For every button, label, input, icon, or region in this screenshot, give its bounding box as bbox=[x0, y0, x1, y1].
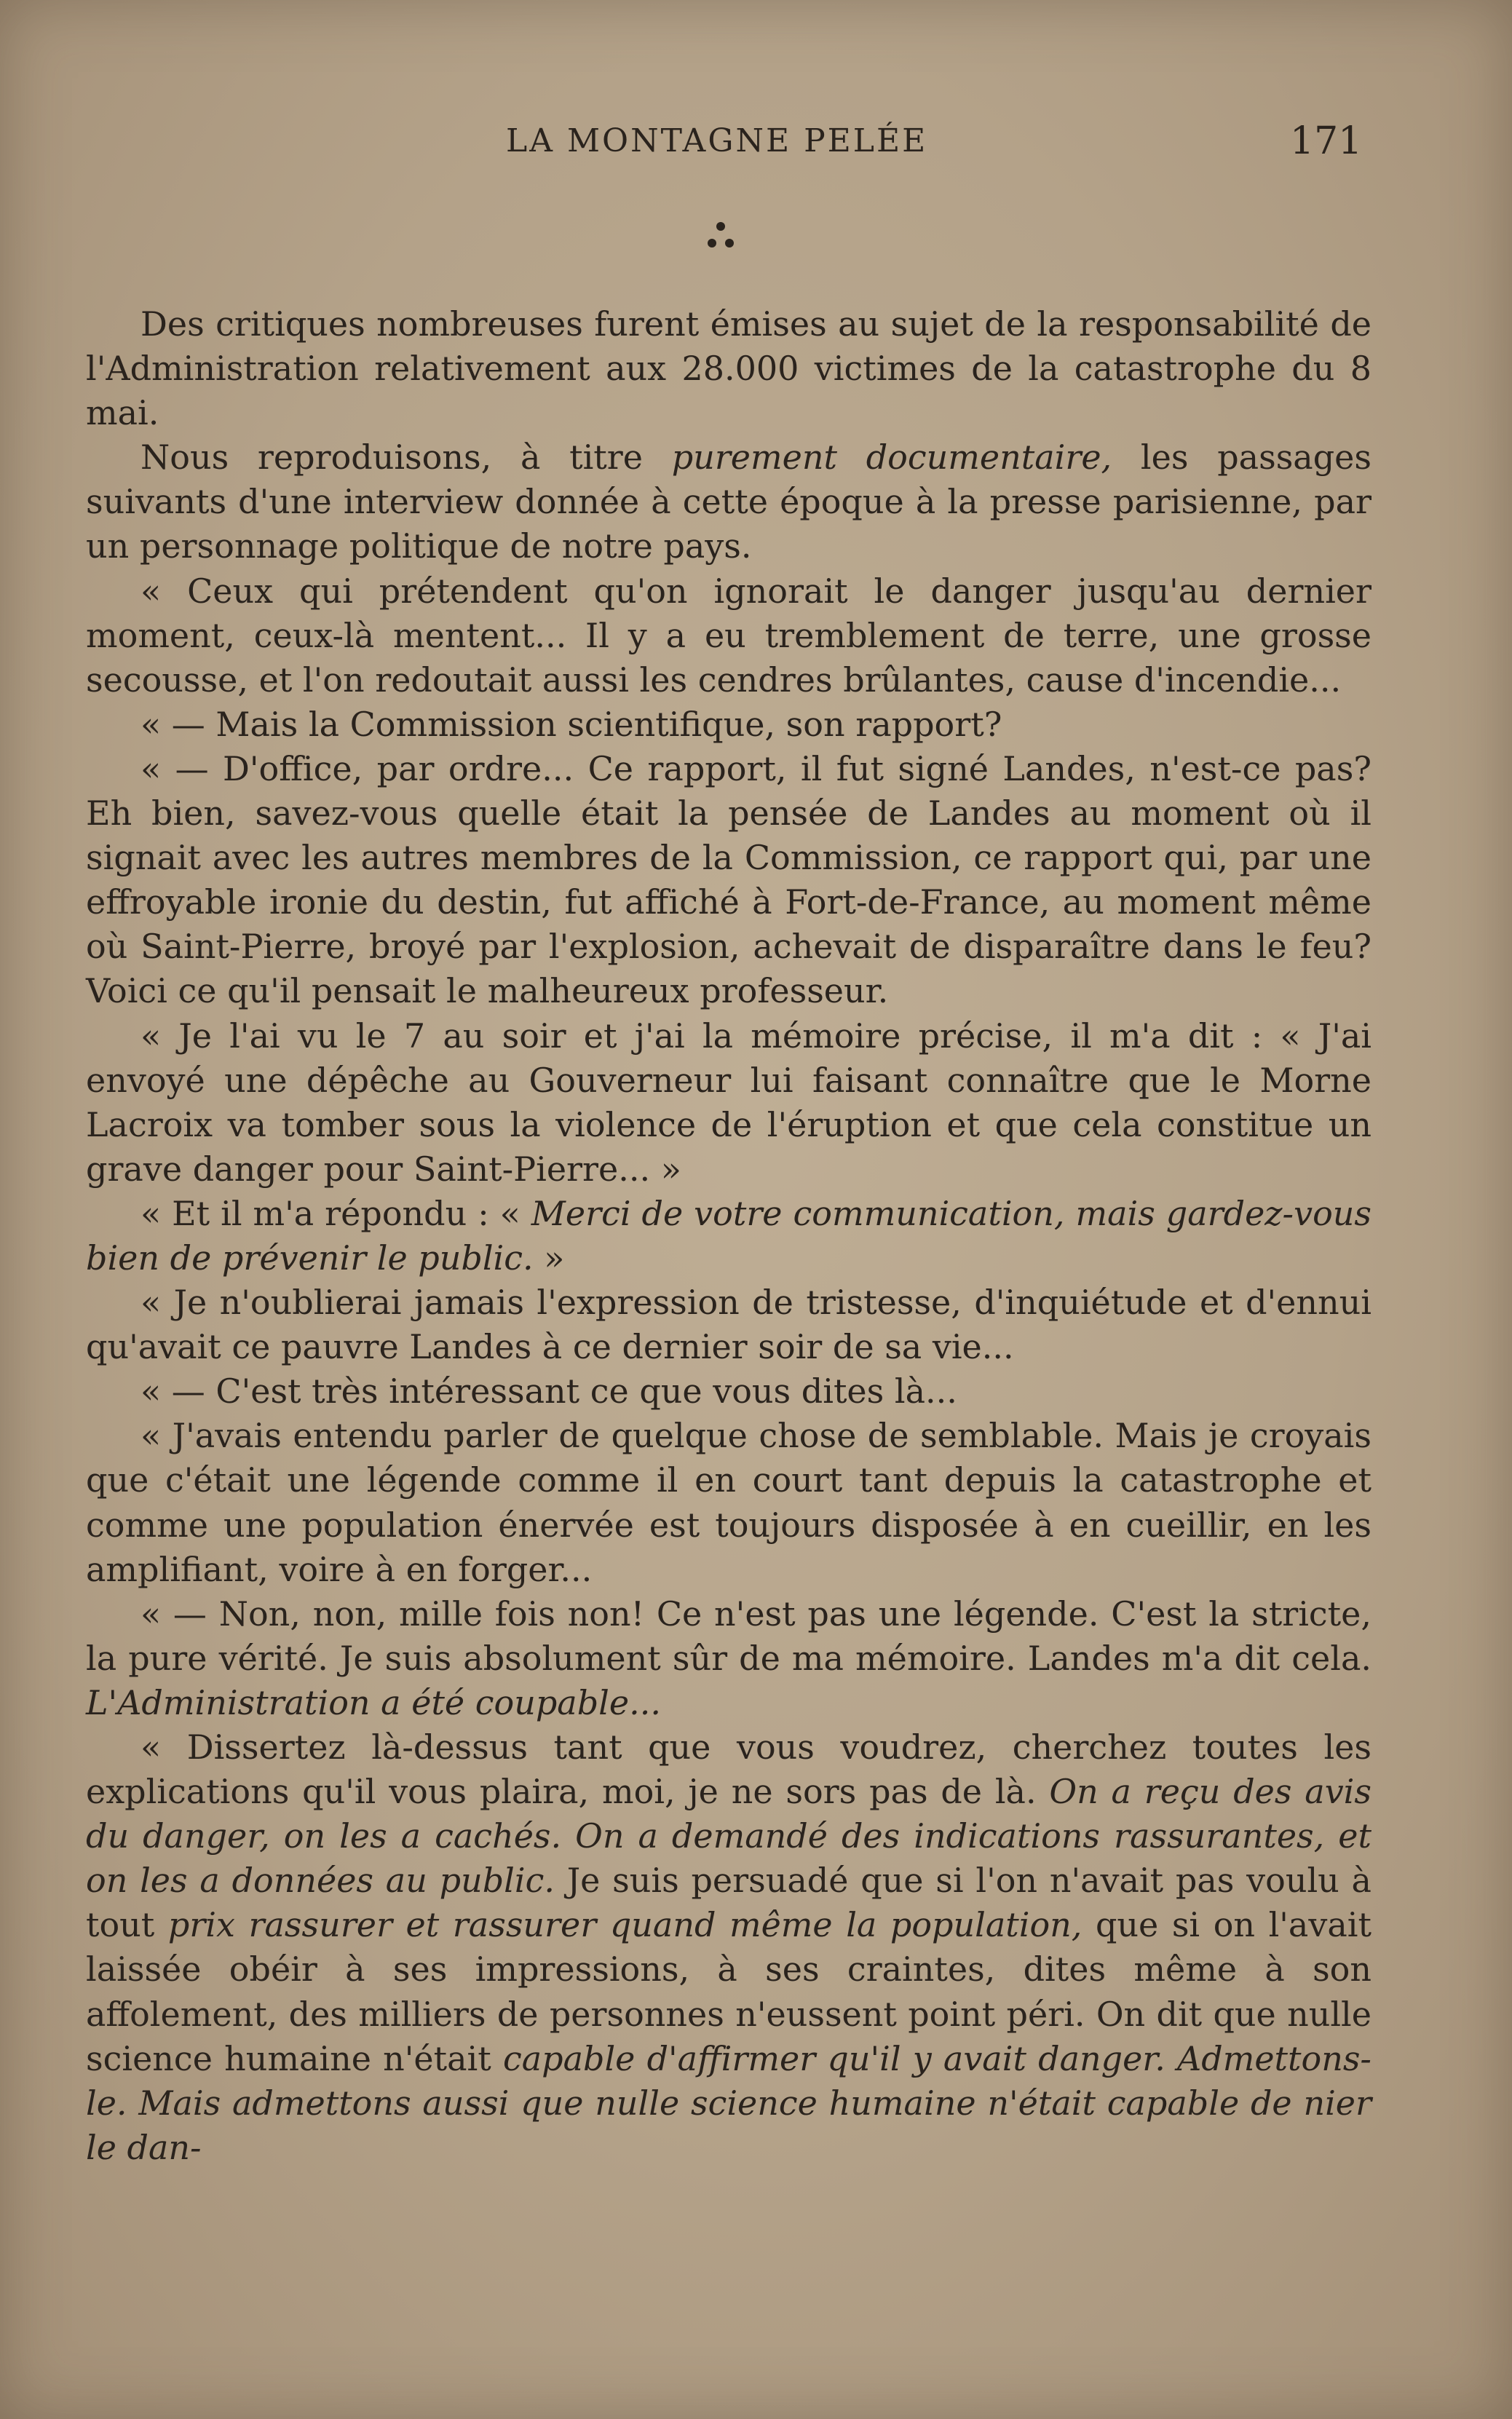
paragraph-quote-tristesse bbox=[86, 1280, 1372, 1369]
paragraph-quote-verite bbox=[86, 1592, 1372, 1725]
running-head: LA MONTAGNE PELÉE bbox=[506, 122, 928, 159]
paragraph-interview-intro bbox=[86, 435, 1372, 569]
paragraph-quote-danger bbox=[86, 569, 1372, 702]
italic-phrase: L'Administration a été coupable... bbox=[86, 1682, 661, 1722]
paragraph-text: « Ceux qui prétendent qu'on ignorait le danger jusqu'au dernier moment, ceux-là mentent... Il y a eu tremblement de terre, une grosse secousse, et l'on redoutait aussi les cendres brûlantes, cause d'incendie... bbox=[86, 571, 1372, 700]
paragraph-quote-legende bbox=[86, 1414, 1372, 1591]
paragraph-quote-reponse bbox=[86, 1192, 1372, 1280]
paragraph-text: « — D'office, par ordre... Ce rapport, il fut signé Landes, n'est-ce pas? Eh bien, savez-vous quelle était la pensée de Landes au moment où il signait avec les autres membres de la Commission, ce rapport qui, par une effroyable ironie du destin, fut affiché à Fort-de-France, au moment même où Saint-Pierre, broyé par l'explosion, achevait de disparaître dans le feu? Voici ce qu'il pensait le malheureux professeur. bbox=[86, 748, 1372, 1011]
paragraph-quote-interessant bbox=[86, 1369, 1372, 1414]
paragraph-quote-landes bbox=[86, 1014, 1372, 1192]
paragraph-quote-commission bbox=[86, 702, 1372, 747]
paragraph-text: Nous reproduisons, à titre bbox=[140, 438, 672, 478]
paragraph-text: « Je n'oublierai jamais l'expression de tristesse, d'inquiétude et d'ennui qu'avait ce pauvre Landes à ce dernier soir de sa vie... bbox=[86, 1283, 1372, 1367]
italic-phrase: capable d'affirmer qu'il y avait danger. Admettons-le. Mais admettons aussi que nulle science humaine n'était capable de nier le dan- bbox=[86, 2038, 1372, 2167]
paragraph-text: les passages suivants d'une interview donnée à cette époque à la presse parisienne, par un personnage politique de notre pays. bbox=[86, 438, 1372, 566]
paragraph-quote-dissertez bbox=[86, 1725, 1372, 2170]
paragraph-text: « Dissertez là-dessus tant que vous voudrez, cherchez toutes les explications qu'il vous plaira, moi, je ne sors pas de là. bbox=[86, 1727, 1372, 1812]
paragraph-text: que si on l'avait laissée obéir à ses impressions, à ses craintes, dites même à son affolement, des milliers de personnes n'eussent point péri. On dit que nulle science humaine n'était bbox=[86, 1905, 1372, 2078]
paragraph-text: « — Non, non, mille fois non! Ce n'est pas une légende. C'est la stricte, la pure vérité. Je suis absolument sûr de ma mémoire. Landes m'a dit cela. bbox=[86, 1593, 1372, 1678]
paragraph-text: « Et il m'a répondu : « bbox=[140, 1193, 531, 1233]
asterism-ornament-icon bbox=[699, 218, 743, 255]
paragraph-text: Des critiques nombreuses furent émises au sujet de la responsabilité de l'Administration relativement aux 28.000 victimes de la catastrophe du 8 mai. bbox=[86, 304, 1372, 433]
paragraph-text: « — Mais la Commission scientifique, son rapport? bbox=[140, 704, 1002, 744]
paragraph-text: » bbox=[533, 1238, 565, 1278]
body-text bbox=[86, 302, 1372, 2170]
paragraph-text: « Je l'ai vu le 7 au soir et j'ai la mémoire précise, il m'a dit : « J'ai envoyé une dépêche au Gouverneur lui faisant connaître que le Morne Lacroix va tomber sous la violence de l'éruption et que cela constitue un grave danger pour Saint-Pierre... » bbox=[86, 1015, 1372, 1189]
paragraph-text: Je suis persuadé que si l'on n'avait pas voulu à tout bbox=[86, 1861, 1372, 1945]
paragraph-critiques bbox=[86, 302, 1372, 435]
paragraph-quote-rapport bbox=[86, 747, 1372, 1014]
italic-phrase: purement documentaire, bbox=[671, 438, 1112, 478]
italic-phrase: prix rassurer et rassurer quand même la population, bbox=[167, 1905, 1082, 1945]
italic-phrase: On a reçu des avis du danger, on les a cachés. On a demandé des indications rassurantes, et on les a données au public. bbox=[86, 1772, 1372, 1901]
paragraph-text: « — C'est très intéressant ce que vous dites là... bbox=[140, 1371, 957, 1412]
paragraph-text: « J'avais entendu parler de quelque chose de semblable. Mais je croyais que c'était une légende comme il en court tant depuis la catastrophe et comme une population énervée est toujours disposée à en cueillir, en les amplifiant, voire à en forger... bbox=[86, 1416, 1372, 1589]
page-number: 171 bbox=[1290, 119, 1363, 163]
italic-phrase: Merci de votre communication, mais gardez-vous bien de prévenir le public. bbox=[86, 1193, 1372, 1278]
